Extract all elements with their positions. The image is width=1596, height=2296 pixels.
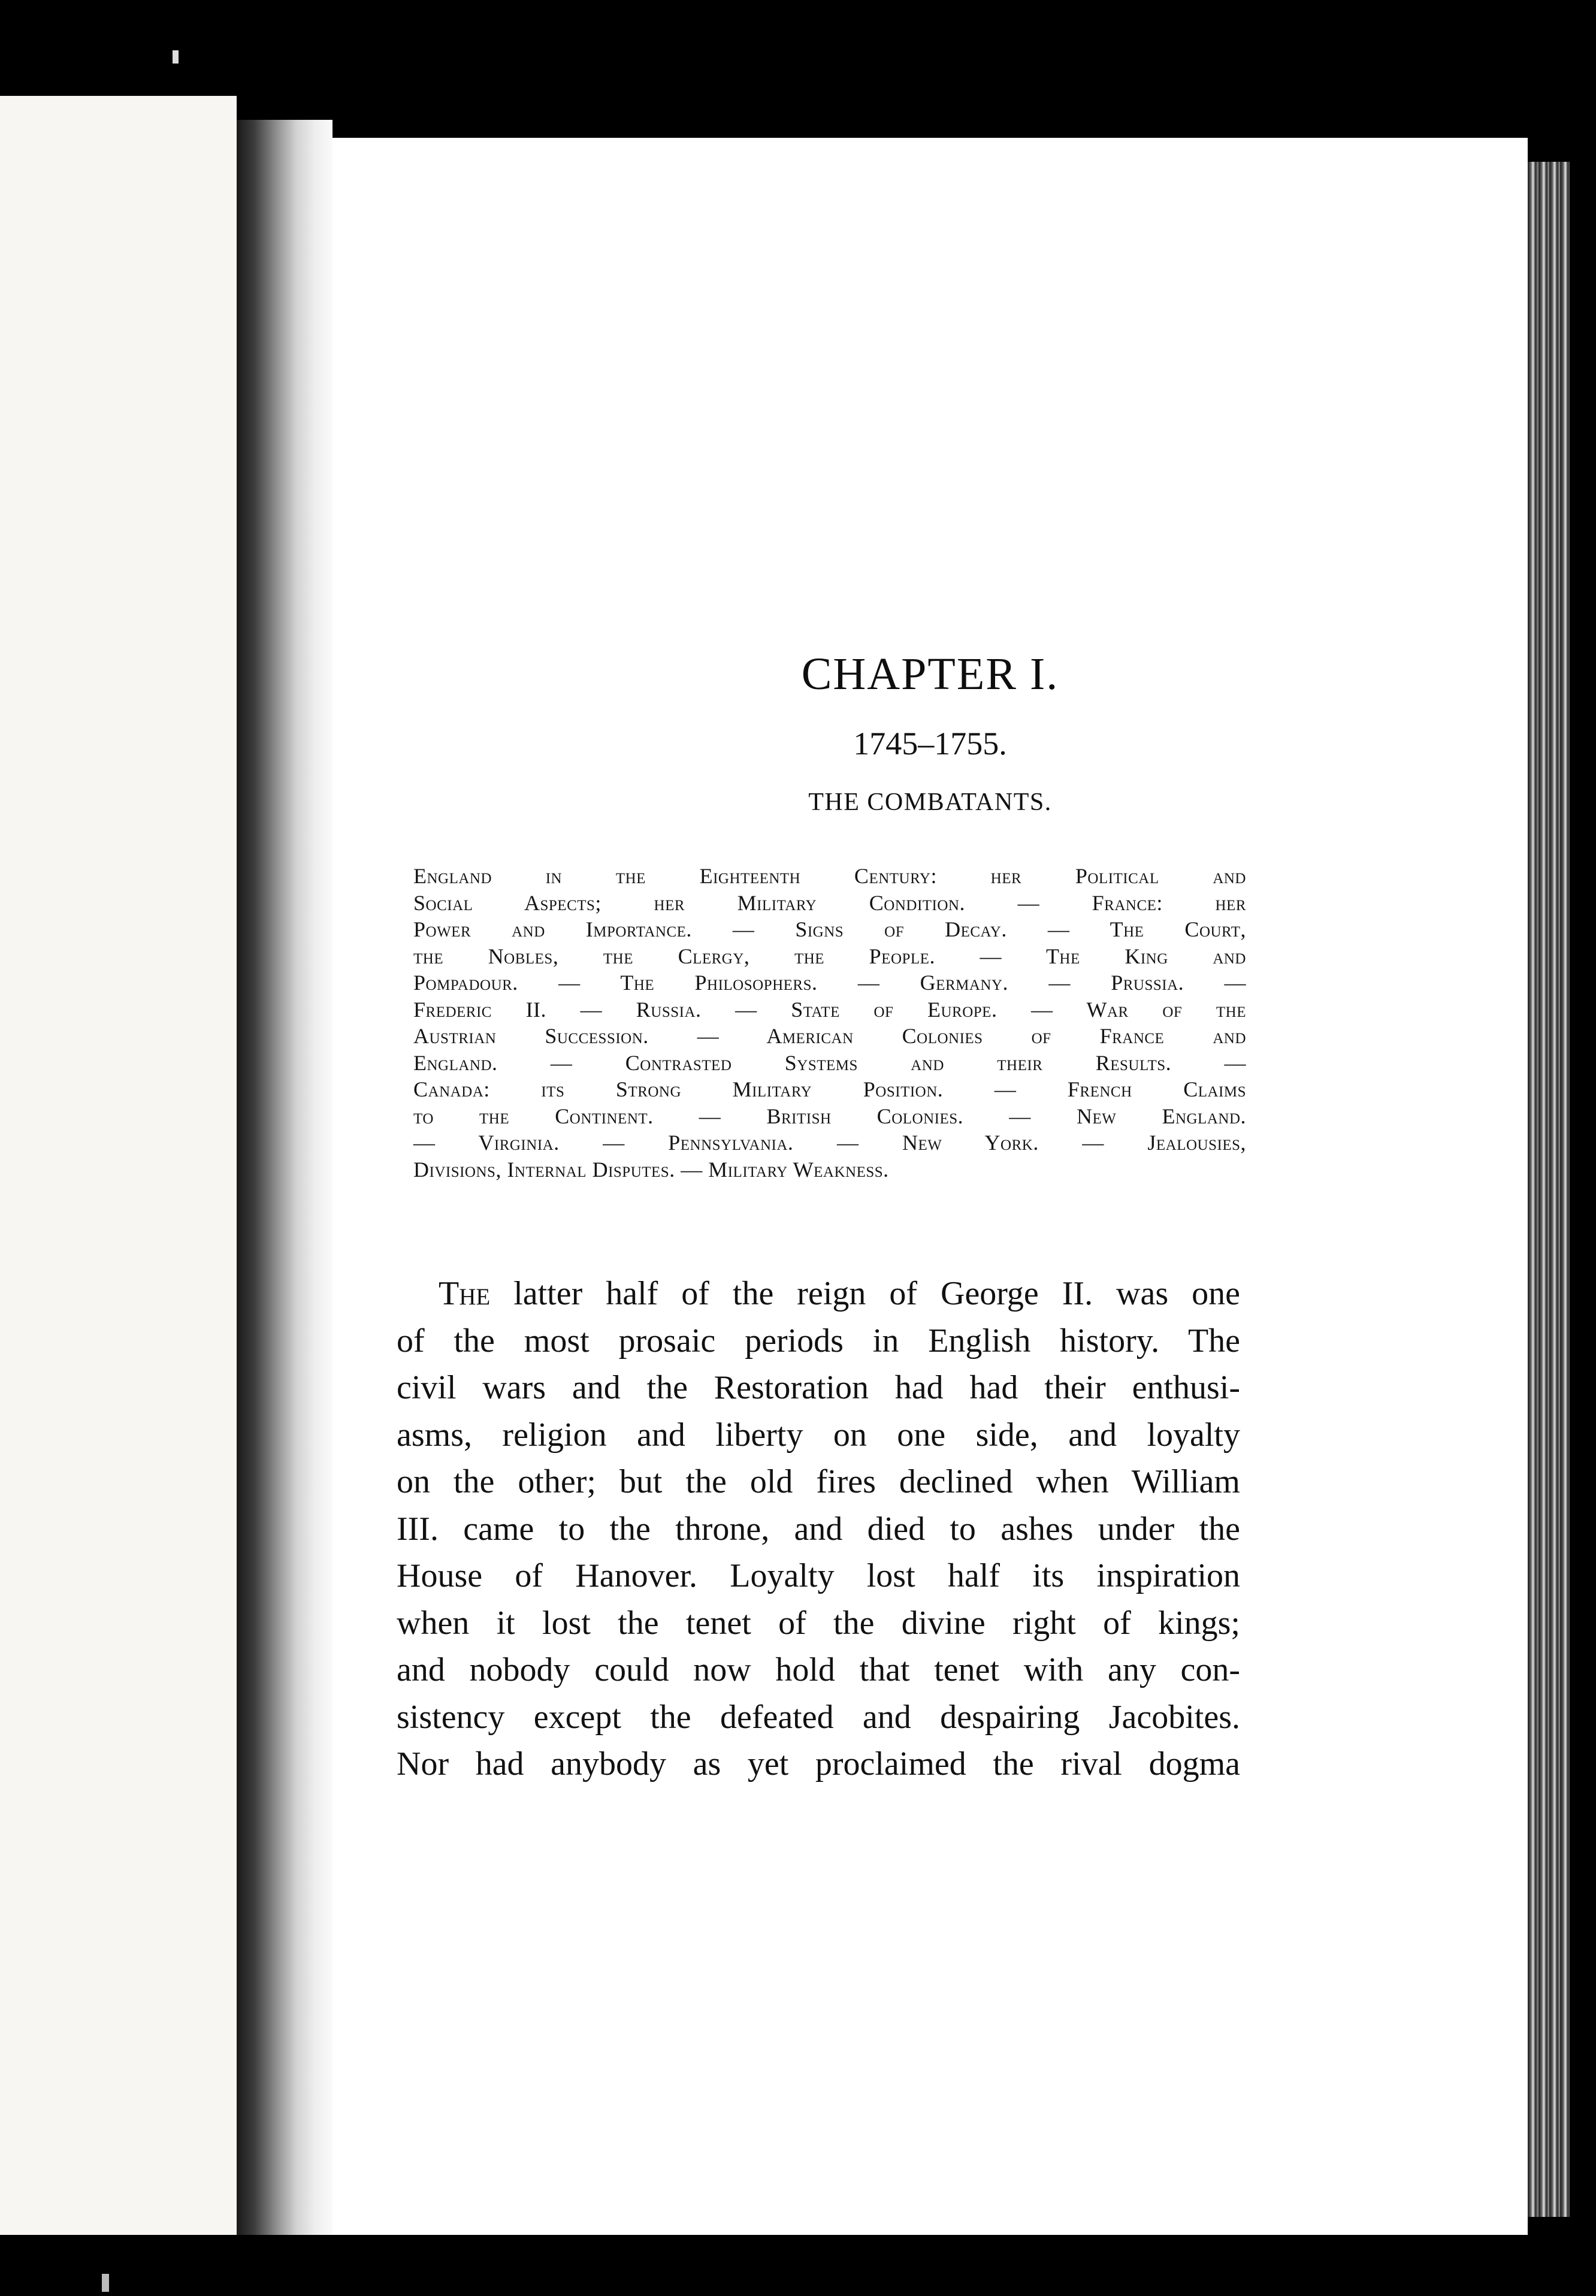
chapter-subtitle: THE COMBATANTS. [808, 789, 1052, 816]
scan-speck [173, 50, 179, 64]
summary-line: Power and Importance. — Signs of Decay. — The Court, [413, 917, 1246, 941]
body-line: sistency except the defeated and despairing Jacobites. [397, 1698, 1240, 1736]
summary-line: the Nobles, the Clergy, the People. — The King and [413, 944, 1246, 968]
body-line: and nobody could now hold that tenet with any con- [397, 1651, 1240, 1688]
body-line: III. came to the throne, and died to ashes under the [397, 1510, 1240, 1548]
lead-word: The [439, 1275, 491, 1312]
chapter-title: CHAPTER I. [801, 649, 1059, 699]
summary-line: Divisions, Internal Disputes. — Military Weakness. [413, 1157, 889, 1182]
body-line: on the other; but the old fires declined when William [397, 1463, 1240, 1500]
summary-line: England in the Eighteenth Century: her Political and [413, 864, 1246, 888]
body-first-line [397, 1270, 1240, 1318]
summary-line: Frederic II. — Russia. — State of Europe. — War of the [413, 997, 1246, 1022]
summary-line: to the Continent. — British Colonies. — New England. [413, 1104, 1246, 1128]
left-facing-page [0, 96, 237, 2235]
chapter-dates: 1745–1755. [853, 726, 1007, 762]
body-line: of the most prosaic periods in English history. The [397, 1322, 1240, 1360]
first-line-text: latter half of the reign of George II. was one [490, 1275, 1240, 1312]
scan-speck [102, 2274, 109, 2292]
body-paragraph [397, 1270, 1240, 1788]
summary-line: Austrian Succession. — American Colonies of France and [413, 1024, 1246, 1048]
chapter-summary [413, 863, 1246, 1183]
body-line: civil wars and the Restoration had had their enthusi- [397, 1369, 1240, 1406]
page-gutter-shadow [237, 120, 332, 2235]
body-line: Nor had anybody as yet proclaimed the rival dogma [397, 1745, 1240, 1783]
summary-line: — Virginia. — Pennsylvania. — New York. — Jealousies, [413, 1131, 1246, 1155]
page-edge [1528, 162, 1570, 2217]
body-line: asms, religion and liberty on one side, and loyalty [397, 1416, 1240, 1454]
body-line: House of Hanover. Loyalty lost half its inspiration [397, 1557, 1240, 1594]
summary-line: Canada: its Strong Military Position. — French Claims [413, 1077, 1246, 1101]
summary-line: Social Aspects; her Military Condition. — France: her [413, 890, 1246, 915]
summary-line: Pompadour. — The Philosophers. — Germany. — Prussia. — [413, 971, 1246, 995]
right-page [332, 138, 1528, 2235]
summary-line: England. — Contrasted Systems and their Results. — [413, 1050, 1246, 1075]
body-line: when it lost the tenet of the divine right of kings; [397, 1604, 1240, 1642]
